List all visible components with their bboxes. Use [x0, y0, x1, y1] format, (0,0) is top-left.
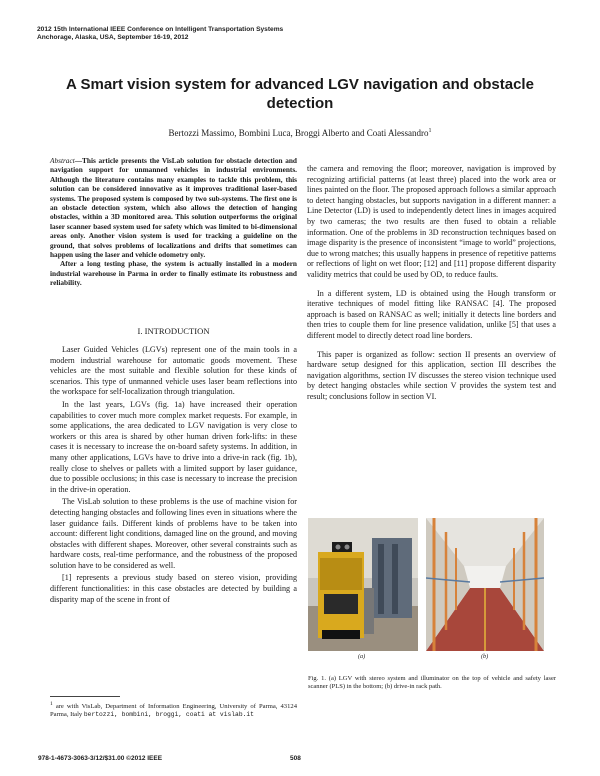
author-footnote-mark: 1: [428, 128, 432, 134]
page-number: 508: [290, 755, 301, 762]
figure-caption: Fig. 1. (a) LGV with stereo system and illuminator on the top of vehicle and safety laser scanner (PLS) in the bottom; (b) drive-in rack path.: [308, 675, 556, 691]
abstract-label: Abstract: [50, 156, 75, 165]
footnote: [50, 700, 297, 720]
intro-paragraph: Laser Guided Vehicles (LGVs) represent one of the main tools in a modern industrial warehouse for automatic goods movement. These vehicles are the most suitable and flexible solution for these kinds of scenarios. This type of unmanned vehicle uses laser beam reflections into the workspace for self-localization through triangulation.: [50, 345, 297, 397]
figure-1a-lgv-photo: [308, 518, 418, 651]
paper-title: A Smart vision system for advanced LGV navigation and obstacle detection: [66, 76, 534, 112]
conference-header: [37, 26, 283, 43]
section-heading-introduction: I. INTRODUCTION: [137, 326, 210, 336]
figure-1a-label: (a): [358, 653, 366, 660]
right-column-body: [307, 164, 556, 402]
footnote-text: are with VisLab, Department of Information Engineering, University of Parma, 43124 Parma, Italy: [50, 703, 297, 719]
conference-name: 2012 15th International IEEE Conference on Intelligent Transportation Systems: [37, 26, 284, 33]
footnote-emails: bertozzi, bombini, broggi, coati at vislab.it: [83, 711, 254, 719]
abstract-dash: —: [74, 156, 83, 165]
figure-1b-rack-photo: [426, 518, 544, 651]
conference-location: Anchorage, Alaska, USA, September 16-19, 2012: [37, 34, 189, 42]
footer-isbn: 978-1-4673-3063-3/12/$31.00 ©2012 IEEE: [38, 755, 163, 762]
intro-paragraph: In the last years, LGVs (fig. 1a) have increased their operation capabilities to cover much more complex market requests. For example, in some applications, the area dedicated to LGV navigation is very close to workers or this area is shared by other human driven fork-lifts: in these cases it is necessary to increase the on-board safety systems. In addition, in many other applications, LGVs have to drive into a drive-in rack (fig. 1b), really close to shelves or pallets with a limited support by laser guidance, due to possible occlusions; in this case is necessary to increase the precision in the drive-in operation.: [50, 399, 297, 494]
intro-paragraph: [1] represents a previous study based on stereo vision, providing different functionalities: in this case obstacles are detected by building a disparity map of the scene in front of: [50, 573, 297, 604]
right-paragraph: the camera and removing the floor; moreover, navigation is improved by recognizing artificial patterns (at least three) placed into the work area or lines painted on the floor. The proposed approach follows a similar approach to detect hanging obstacles, but supports navigation in a different manner: a Line Detector (LD) is used to independently detect lines in images acquired by two cameras; the two results are then fused to obtain a reliable information. One of the problems in 3D reconstruction techniques based on image disparity is the presence of inconsistent “image to world” projections, due to wrong matches; this usually happens in presence of repetitive patterns or reflections of light on wet floor; [12] and [11] propose different disparity validity metrics that could be used by OD, to reduce faults.: [307, 164, 556, 279]
lgv-photo-image: [308, 518, 418, 651]
intro-paragraph: The VisLab solution to these problems is the use of machine vision for detecting hanging obstacles and following lines even in situations where the laser guidance fails. Different kinds of problems have to be taken into account: different light conditions, damaged line on the ground, and moving obstacles with different shapes. Moreover, other several constraints such as hardware costs, real-time performance, and the robustness of the proposed solution have to be considered as well.: [50, 497, 297, 570]
right-paragraph: This paper is organized as follow: section II presents an overview of hardware setup designed for this application, section III describes the navigation algorithms, section IV discusses the stereo vision technique used by detect hanging obstacles while section V provides the system test and result; conclusions follow in section VI.: [307, 349, 556, 401]
footnote-mark: 1: [50, 701, 53, 707]
right-paragraph: In a different system, LD is obtained using the Hough transform or iterative techniques of model fitting like RANSAC [4]. The proposed approach is based on RANSAC as well; initially it detects line borders and then tries to couple them for line presence validation, unlike [5] that uses a different model to directly detect road line borders.: [307, 288, 556, 340]
abstract-text: This article presents the VisLab solution for obstacle detection and navigation support for unmanned vehicles in industrial environments. Although the literature contains many examples to tackle this problem, this solution can be considered innovative as it improves traditional laser-based systems. The proposed system is composed by two sub-systems. The first one is an obstacle detection system, which also allows the detection of hanging obstacles, within a 3D monitored area. This solution outperforms the original laser scanner based system used for safety which was limited to bi-dimensional areas only. Another vision system is used for tracking a guideline on the ground, that solves problems of localizations and drifts that sometimes can happen using the laser and vehicle odometry only.: [50, 156, 297, 260]
author-line: [40, 128, 560, 138]
figure-1b-label: (b): [481, 653, 489, 660]
rack-photo-image: [426, 518, 544, 651]
abstract-text-2: After a long testing phase, the system is actually installed in a modern industrial warehouse in Parma in order to finally estimate its robustness and reliability.: [50, 259, 297, 288]
abstract: [50, 156, 297, 288]
author-names: Bertozzi Massimo, Bombini Luca, Broggi Alberto and Coati Alessandro: [168, 128, 429, 138]
footnote-rule: [50, 696, 120, 697]
introduction-body: [50, 345, 297, 605]
